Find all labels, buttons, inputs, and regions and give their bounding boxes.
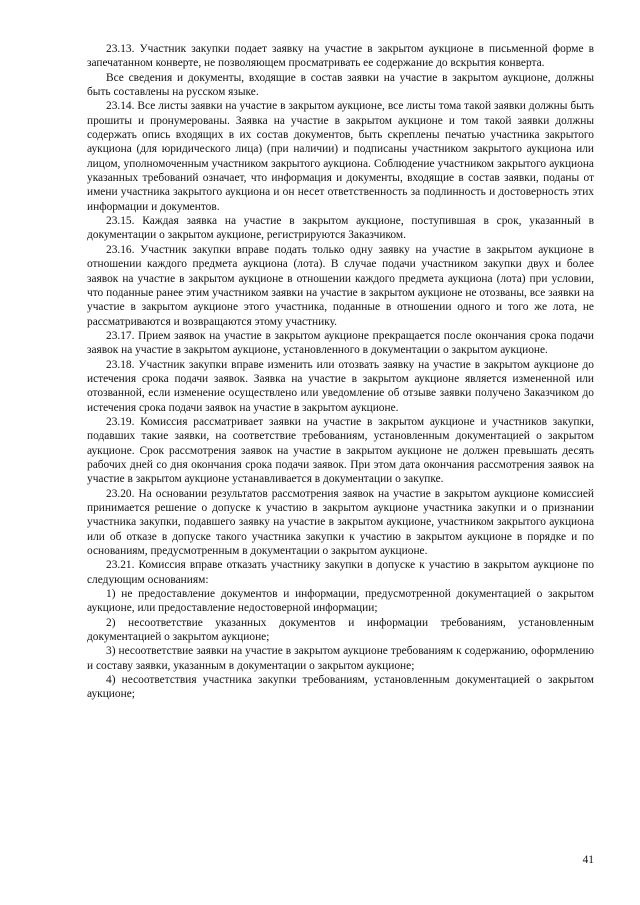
list-item-1: 1) не предоставление документов и информации, предусмотренной документацией о закрытом аукционе, или предоставление недостоверной информации; <box>87 588 594 615</box>
list-item-3: 3) несоответствие заявки на участие в закрытом аукционе требованиям к содержанию, оформлению и составу заявки, указанным в документации о закрытом аукционе; <box>87 645 594 672</box>
list-item-2: 2) несоответствие указанных документов и информации требованиям, установленным документацией о закрытом аукционе; <box>87 616 594 644</box>
paragraph-23-17: 23.17. Прием заявок на участие в закрытом аукционе прекращается после окончания срока подачи заявок на участие в закрытом аукционе, установленного в документации о закрытом аукционе. <box>87 329 594 357</box>
paragraph-23-21: 23.21. Комиссия вправе отказать участнику закупки в допуске к участию в закрытом аукционе по следующим основаниям: <box>87 559 594 586</box>
paragraph-23-19: 23.19. Комиссия рассматривает заявки на участие в закрытом аукционе и участников закупки, подавших такие заявки, на соответствие требованиям, установленным документацией о закрытом аукционе. Срок рассмотрения заявок на участие в закрытом аукционе не должен превышать десять рабочих дней со дня окончания срока подачи заявок. При этом дата окончания рассмотрения заявок на участие в закрытом аукционе устанавливается в документации о закупке. <box>87 415 594 486</box>
paragraph-23-13: 23.13. Участник закупки подает заявку на участие в закрытом аукционе в письменной форме в запечатанном конверте, не позволяющем просматривать ее содержание до вскрытия конверта. <box>87 43 594 70</box>
page-number: 41 <box>582 854 594 866</box>
list-item-4: 4) несоответствия участника закупки требованиям, установленным документацией о закрытом аукционе; <box>87 674 594 701</box>
paragraph-23-18: 23.18. Участник закупки вправе изменить или отозвать заявку на участие в закрытом аукционе до истечения срока подачи заявок. Заявка на участие в закрытом аукционе является измененной или отозванной, если изменение осуществлено или уведомление об отзыве заявки получено Заказчиком до истечения срока подачи заявок на участие в закрытом аукционе. <box>87 358 594 414</box>
document-page <box>87 42 594 702</box>
paragraph-23-20: 23.20. На основании результатов рассмотрения заявок на участие в закрытом аукционе комиссией принимается решение о допуске к участию в закрытом аукционе участника закупки и о признании участника закупки, подавшего заявку на участие в закрытом аукционе, участником закрытого аукциона или об отказе в допуске такого участника закупки к участию в закрытом аукционе в порядке и по основаниям, предусмотренным в документации о закрытом аукционе. <box>87 487 594 558</box>
paragraph-23-16: 23.16. Участник закупки вправе подать только одну заявку на участие в закрытом аукционе в отношении каждого предмета аукциона (лота). В случае подачи участником закупки двух и более заявок на участие в закрытом аукционе в отношении каждого предмета аукциона (лота) при условии, что поданные ранее этим участником заявки на участие в закрытом аукционе не отозваны, все заявки на участие в закрытом аукционе этого участника, поданные в отношении одного и того же лота, не рассматриваются и возвращаются этому участнику. <box>87 243 594 328</box>
paragraph-language: Все сведения и документы, входящие в состав заявки на участие в закрытом аукционе, должны быть составлены на русском языке. <box>87 71 594 99</box>
paragraph-23-14: 23.14. Все листы заявки на участие в закрытом аукционе, все листы тома такой заявки должны быть прошиты и пронумерованы. Заявка на участие в закрытом аукционе и том такой заявки должны содержать опись входящих в их состав документов, быть скреплены печатью участника закрытого аукциона (для юридического лица) (при наличии) и подписаны участником закрытого аукциона или лицом, уполномоченным участником закрытого аукциона. Соблюдение участником закрытого аукциона указанных требований означает, что информация и документы, входящие в состав заявки, поданы от имени участника закрытого аукциона и он несет ответственность за подлинность и достоверность этих информации и документов. <box>87 100 594 213</box>
paragraph-23-15: 23.15. Каждая заявка на участие в закрытом аукционе, поступившая в срок, указанный в документации о закрытом аукционе, регистрируются Заказчиком. <box>87 215 594 242</box>
